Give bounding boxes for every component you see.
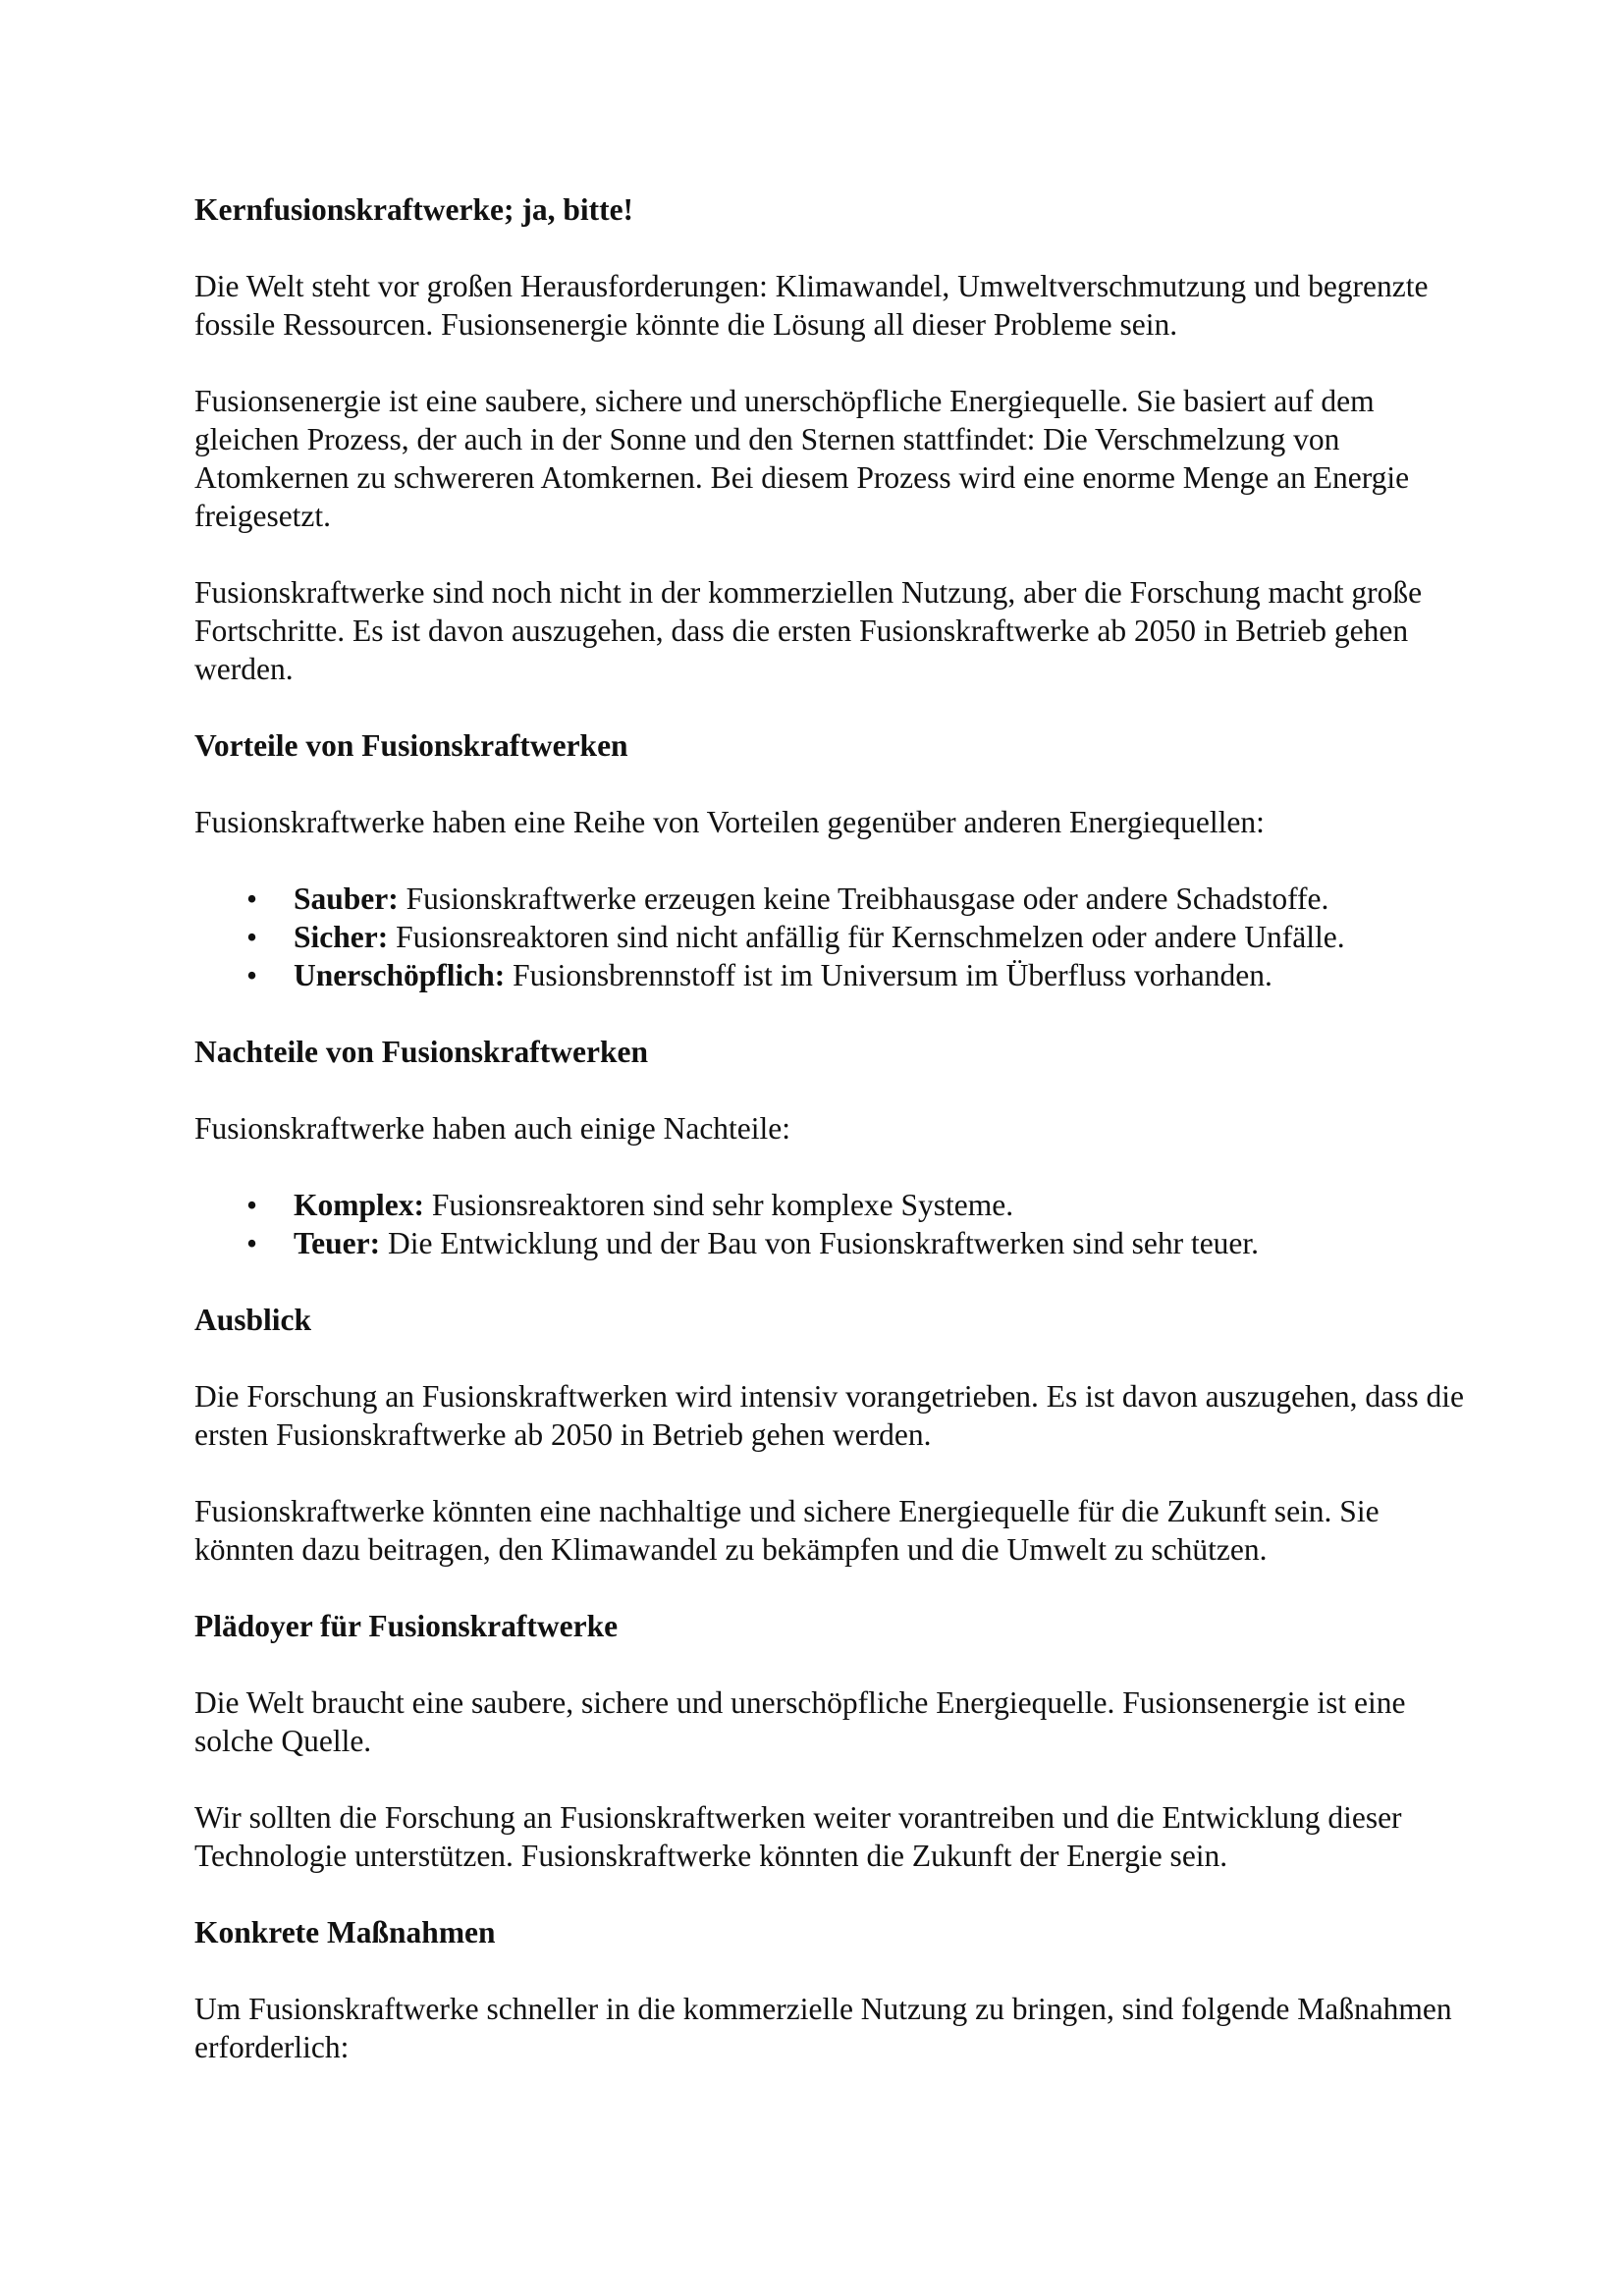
advantages-list (194, 880, 1471, 994)
list-item-term: Komplex: (294, 1188, 424, 1222)
list-item-text: Fusionsbrennstoff ist im Universum im Überfluss vorhanden. (505, 958, 1272, 992)
document-body (194, 190, 1471, 2105)
list-item (194, 1186, 1471, 1224)
measures-paragraph-1: Um Fusionskraftwerke schneller in die kommerzielle Nutzung zu bringen, sind folgende Maßnahmen erforderlich: (194, 1992, 1452, 2064)
bullet-icon: • (246, 1188, 258, 1222)
intro-paragraph-3: Fusionskraftwerke sind noch nicht in der kommerziellen Nutzung, aber die Forschung macht große Fortschritte. Es ist davon auszugehen, dass die ersten Fusionskraftwerke ab 2050 in Betrieb gehen werden. (194, 575, 1423, 686)
bullet-icon: • (246, 958, 258, 992)
advantages-heading: Vorteile von Fusionskraftwerken (194, 728, 628, 763)
advantages-intro: Fusionskraftwerke haben eine Reihe von Vorteilen gegenüber anderen Energiequellen: (194, 805, 1265, 839)
outlook-heading: Ausblick (194, 1303, 312, 1337)
intro-paragraph-1: Die Welt steht vor großen Herausforderungen: Klimawandel, Umweltverschmutzung und begrenzte fossile Ressourcen. Fusionsenergie könnte die Lösung all dieser Probleme sein. (194, 269, 1429, 342)
disadvantages-list (194, 1186, 1471, 1262)
intro-paragraph-2: Fusionsenergie ist eine saubere, sichere und unerschöpfliche Energiequelle. Sie basiert auf dem gleichen Prozess, der auch in der Sonne und den Sternen stattfindet: Die Verschmelzung von Atomkernen zu schwereren Atomkernen. Bei diesem Prozess wird eine enorme Menge an Energie freigesetzt. (194, 384, 1410, 533)
list-item (194, 1224, 1471, 1262)
list-item-text: Fusionsreaktoren sind nicht anfällig für Kernschmelzen oder andere Unfälle. (388, 920, 1345, 954)
list-item-text: Fusionsreaktoren sind sehr komplexe Systeme. (423, 1188, 1014, 1222)
bullet-icon: • (246, 920, 258, 954)
outlook-paragraph-1: Die Forschung an Fusionskraftwerken wird intensiv vorangetrieben. Es ist davon auszugehen, dass die ersten Fusionskraftwerke ab 2050 in Betrieb gehen werden. (194, 1379, 1464, 1452)
list-item (194, 956, 1471, 994)
list-item-term: Sauber: (294, 881, 399, 916)
outlook-paragraph-2: Fusionskraftwerke könnten eine nachhaltige und sichere Energiequelle für die Zukunft sein. Sie könnten dazu beitragen, den Klimawandel zu bekämpfen und die Umwelt zu schützen. (194, 1494, 1380, 1567)
document-title: Kernfusionskraftwerke; ja, bitte! (194, 192, 634, 227)
list-item-text: Die Entwicklung und der Bau von Fusionskraftwerken sind sehr teuer. (380, 1226, 1260, 1260)
list-item-text: Fusionskraftwerke erzeugen keine Treibhausgase oder andere Schadstoffe. (398, 881, 1329, 916)
plea-paragraph-1: Die Welt braucht eine saubere, sichere und unerschöpfliche Energiequelle. Fusionsenergie ist eine solche Quelle. (194, 1685, 1406, 1758)
plea-heading: Plädoyer für Fusionskraftwerke (194, 1609, 619, 1643)
list-item (194, 880, 1471, 918)
list-item-term: Teuer: (294, 1226, 381, 1260)
disadvantages-heading: Nachteile von Fusionskraftwerken (194, 1035, 648, 1069)
list-item-term: Unerschöpflich: (294, 958, 506, 992)
list-item (194, 918, 1471, 956)
plea-paragraph-2: Wir sollten die Forschung an Fusionskraftwerken weiter vorantreiben und die Entwicklung dieser Technologie unterstützen. Fusionskraftwerke könnten die Zukunft der Energie sein. (194, 1800, 1402, 1873)
list-item-term: Sicher: (294, 920, 389, 954)
bullet-icon: • (246, 1226, 258, 1260)
disadvantages-intro: Fusionskraftwerke haben auch einige Nachteile: (194, 1111, 791, 1146)
measures-heading: Konkrete Maßnahmen (194, 1915, 496, 1949)
bullet-icon: • (246, 881, 258, 916)
